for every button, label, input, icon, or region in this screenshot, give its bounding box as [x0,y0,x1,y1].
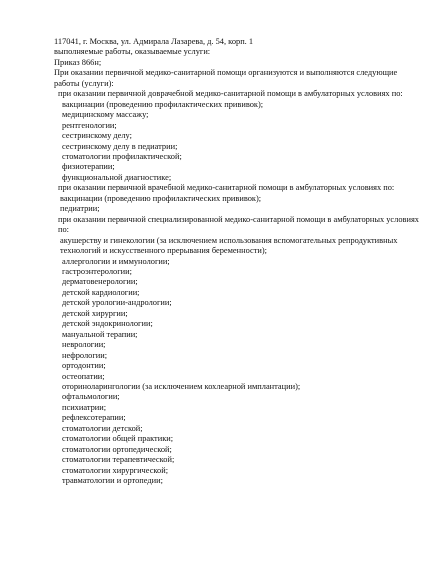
document-line: При оказании первичной медико-санитарной помощи организуются и выполняются следующие работы (услуги): [54,68,398,88]
document-line: детской кардиологии; [62,287,140,297]
document-line: сестринскому делу; [62,131,132,141]
document-line: медицинскому массажу; [62,110,149,120]
document-line: стоматологии терапевтической; [62,455,175,465]
document-line: выполняемые работы, оказываемые услуги: [54,47,211,57]
document-line: стоматологии детской; [62,423,143,433]
document-line: стоматологии профилактической; [62,151,182,161]
document-line: оториноларингологии (за исключением кохлеарной имплантации); [62,381,301,391]
document-line: рентгенологии; [62,120,117,130]
document-line: аллергологии и иммунологии; [62,256,170,266]
document-line: стоматологии общей практики; [62,434,174,444]
document-line: функциональной диагностике; [62,172,172,182]
document-line: психиатрии; [62,402,107,412]
document-line: акушерству и гинекологии (за исключением использования вспомогательных репродуктивных технологий и искусственного прерывания беременности); [60,235,398,256]
document-line: детской эндокринологии; [62,319,153,329]
document-line: травматологии и ортопедии; [62,476,163,486]
document-line: вакцинации (проведению профилактических прививок); [62,99,264,109]
document-line: остеопатии; [62,371,105,381]
document-line: неврологии; [62,340,106,350]
document-line: сестринскому делу в педиатрии; [62,141,178,151]
address-line: 117041, г. Москва, ул. Адмирала Лазарева, д. 54, корп. 1 [54,37,254,46]
document-line: детской урологии-андрологии; [62,298,172,308]
document-line: мануальной терапии; [62,329,138,339]
document-line: нефрологии; [62,350,108,360]
document-line: офтальмологии; [62,392,120,402]
document-line: физиотерапии; [62,162,115,172]
document-line: ортодонтии; [62,361,106,371]
document-line: детской хирургии; [62,308,128,318]
document-line: дерматовенерологии; [62,277,138,287]
document-line: при оказании первичной врачебной медико-санитарной помощи в амбулаторных условиях по: [58,183,395,193]
document-line: рефлексотерапии; [62,413,126,423]
document-body [54,37,420,486]
document-line: педиатрии; [60,204,100,214]
document-line: при оказании первичной доврачебной медико-санитарной помощи в амбулаторных условиях по: [58,89,403,99]
document-line: вакцинации (проведению профилактических прививок); [60,193,262,203]
document-line: стоматологии ортопедической; [62,444,172,454]
order-reference: Приказ 866н; [54,57,102,67]
document-line: при оказании первичной специализированной медико-санитарной помощи в амбулаторных условиях по: [58,214,419,235]
document-line: гастроэнтерологии; [62,266,132,276]
document-line: стоматологии хирургической; [62,465,169,475]
